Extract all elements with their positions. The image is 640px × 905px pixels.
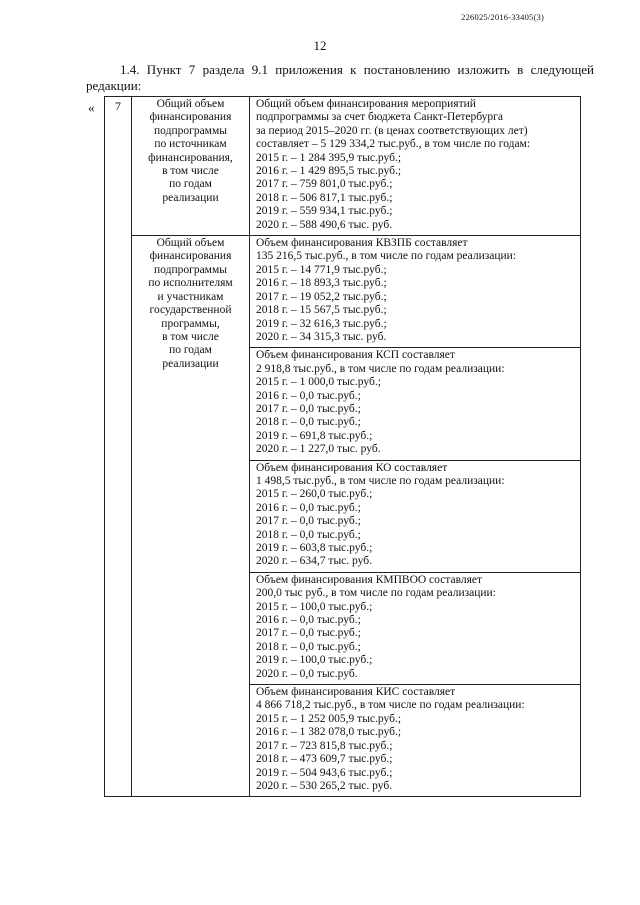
label-cell-executors: [132, 236, 250, 797]
value-line: 2018 г. – 0,0 тыс.руб.;: [256, 528, 361, 541]
value-line: 2017 г. – 19 052,2 тыс.руб.;: [256, 290, 387, 303]
value-line: 2015 г. – 14 771,9 тыс.руб.;: [256, 263, 387, 276]
value-line: 1 498,5 тыс.руб., в том числе по годам реализации:: [256, 474, 505, 487]
value-line: 2020 г. – 634,7 тыс. руб.: [256, 555, 372, 568]
executor-financing-block: [250, 684, 580, 796]
value-line: 135 216,5 тыс.руб., в том числе по годам реализации:: [256, 250, 517, 263]
value-line: 2019 г. – 32 616,3 тыс.руб.;: [256, 317, 387, 330]
value-cell-executors: [250, 236, 581, 797]
label-line: в том числе: [162, 165, 219, 178]
value-line: 2020 г. – 530 265,2 тыс. руб.: [256, 779, 393, 792]
budget-total-block: [250, 97, 580, 235]
value-cell-sources: [250, 97, 581, 236]
value-line: 2019 г. – 603,8 тыс.руб.;: [256, 542, 373, 554]
value-line: 2017 г. – 0,0 тыс.руб.;: [256, 515, 361, 528]
financing-table: [104, 96, 581, 797]
executor-financing-block: [250, 236, 580, 347]
label-line: подпрограммы: [154, 263, 227, 276]
value-line: Объем финансирования КИС составляет: [256, 686, 456, 699]
label-line: подпрограммы: [154, 124, 227, 137]
value-line: 2015 г. – 260,0 тыс.руб.;: [256, 488, 373, 501]
label-line: финансирования,: [148, 151, 233, 164]
value-line: 2016 г. – 0,0 тыс.руб.;: [256, 614, 361, 627]
label-line: по источникам: [154, 138, 227, 151]
value-line: 2015 г. – 100,0 тыс.руб.;: [256, 600, 373, 613]
executor-financing-block: [250, 347, 580, 459]
value-line: 2018 г. – 15 567,5 тыс.руб.;: [256, 304, 387, 317]
value-line: 2017 г. – 759 801,0 тыс.руб.;: [256, 178, 393, 191]
document-id: 226025/2016-33405(3): [461, 12, 544, 22]
value-line: составляет – 5 129 334,2 тыс.руб., в том числе по годам:: [256, 138, 531, 151]
value-line: 2017 г. – 0,0 тыс.руб.;: [256, 402, 361, 415]
value-line: 4 866 718,2 тыс.руб., в том числе по годам реализации:: [256, 699, 525, 712]
value-line: 2016 г. – 18 893,3 тыс.руб.;: [256, 277, 387, 290]
intro-paragraph: 1.4. Пункт 7 раздела 9.1 приложения к постановлению изложить в следующей редакции:: [86, 62, 594, 93]
value-line: 2019 г. – 504 943,6 тыс.руб.;: [256, 766, 393, 779]
value-line: Объем финансирования КО составляет: [256, 461, 448, 474]
value-line: 2017 г. – 723 815,8 тыс.руб.;: [256, 739, 393, 752]
value-line: 2020 г. – 34 315,3 тыс. руб.: [256, 330, 387, 343]
label-line: по годам: [169, 344, 212, 357]
value-line: 2018 г. – 473 609,7 тыс.руб.;: [256, 753, 393, 766]
value-line: 2016 г. – 0,0 тыс.руб.;: [256, 389, 361, 402]
value-line: 2018 г. – 0,0 тыс.руб.;: [256, 640, 361, 653]
value-line: 2016 г. – 1 382 078,0 тыс.руб.;: [256, 726, 402, 739]
value-line: 2016 г. – 1 429 895,5 тыс.руб.;: [256, 165, 402, 178]
page-number: 12: [313, 38, 327, 53]
label-line: и участникам: [157, 290, 224, 303]
opening-quote-mark: «: [88, 100, 95, 115]
label-line: Общий объем: [156, 98, 225, 110]
label-cell-sources: [132, 97, 250, 236]
value-line: 2018 г. – 0,0 тыс.руб.;: [256, 416, 361, 429]
value-line: Общий объем финансирования мероприятий: [256, 98, 476, 110]
value-line: 2015 г. – 1 000,0 тыс.руб.;: [256, 376, 381, 389]
value-line: 2019 г. – 559 934,1 тыс.руб.;: [256, 205, 393, 218]
label-line: по исполнителям: [148, 277, 233, 290]
row-number: 7: [105, 97, 132, 797]
table-row: [105, 236, 581, 797]
label-line: финансирования: [149, 250, 232, 263]
value-line: 2015 г. – 1 284 395,9 тыс.руб.;: [256, 151, 402, 164]
value-line: 2019 г. – 100,0 тыс.руб.;: [256, 654, 373, 667]
value-line: 2 918,8 тыс.руб., в том числе по годам реализации:: [256, 362, 505, 375]
value-line: Объем финансирования КСП составляет: [256, 349, 455, 362]
value-line: Объем финансирования КВЗПБ составляет: [256, 237, 468, 250]
table-row: [105, 97, 581, 236]
value-line: 2018 г. – 506 817,1 тыс.руб.;: [256, 191, 393, 204]
value-line: 2015 г. – 1 252 005,9 тыс.руб.;: [256, 712, 402, 725]
label-line: программы,: [161, 317, 220, 330]
value-line: 2020 г. – 1 227,0 тыс. руб.: [256, 443, 381, 456]
value-line: 2017 г. – 0,0 тыс.руб.;: [256, 627, 361, 640]
label-line: реализации: [162, 357, 219, 370]
value-line: 2020 г. – 588 490,6 тыс. руб.: [256, 218, 393, 231]
value-line: 2020 г. – 0,0 тыс.руб.: [256, 667, 358, 680]
label-line: в том числе: [162, 330, 219, 343]
value-line: Объем финансирования КМПВОО составляет: [256, 573, 483, 586]
label-line: по годам: [169, 178, 212, 191]
value-line: за период 2015–2020 гг. (в ценах соответствующих лет): [256, 124, 528, 137]
value-line: 2016 г. – 0,0 тыс.руб.;: [256, 501, 361, 514]
label-line: финансирования: [149, 111, 232, 124]
label-line: Общий объем: [156, 237, 225, 250]
label-line: реализации: [162, 191, 219, 204]
value-line: 200,0 тыс руб., в том числе по годам реализации:: [256, 587, 496, 600]
value-line: подпрограммы за счет бюджета Санкт-Петербурга: [256, 111, 503, 124]
value-line: 2019 г. – 691,8 тыс.руб.;: [256, 429, 373, 442]
executor-financing-block: [250, 572, 580, 684]
executor-financing-block: [250, 460, 580, 572]
label-line: государственной: [149, 304, 232, 317]
